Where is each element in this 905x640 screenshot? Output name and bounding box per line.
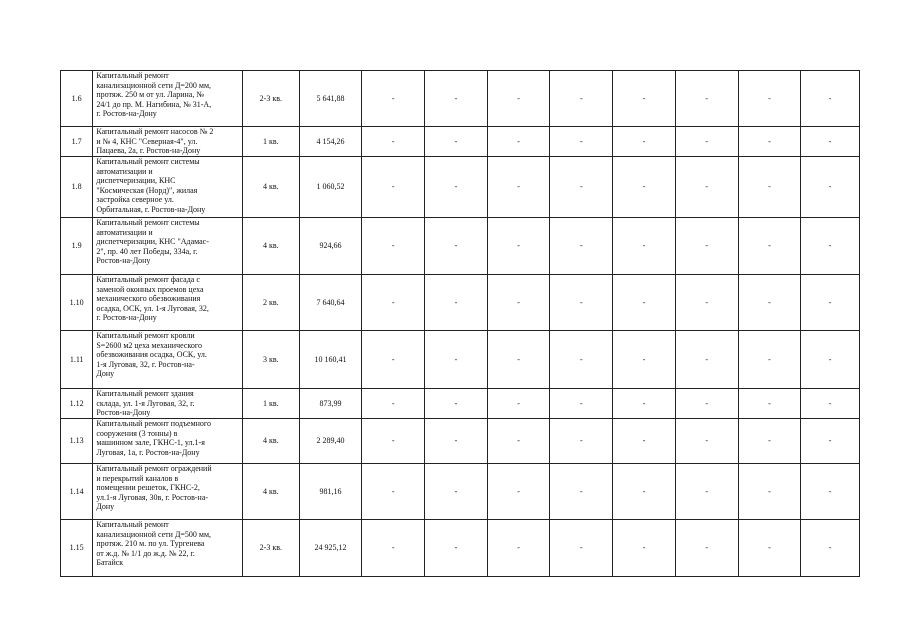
value-cell: - bbox=[362, 157, 425, 218]
value-cell: - bbox=[738, 520, 801, 577]
work-description-cell: Капитальный ремонт подъемного сооружения (3 тонны) в машинном зале, ГКНС-1, ул.1-я Луговая, 1а, г. Ростов-на-Дону bbox=[93, 419, 243, 464]
row-number-cell: 1.11 bbox=[61, 331, 93, 389]
table-body bbox=[61, 71, 860, 577]
period-cell: 2-3 кв. bbox=[243, 71, 300, 127]
value-cell: - bbox=[425, 71, 488, 127]
value-cell: - bbox=[487, 275, 550, 331]
value-cell: - bbox=[362, 464, 425, 520]
value-cell: - bbox=[613, 331, 676, 389]
data-table bbox=[60, 70, 860, 577]
value-cell: - bbox=[738, 419, 801, 464]
value-cell: - bbox=[487, 218, 550, 275]
value-cell: - bbox=[487, 520, 550, 577]
value-cell: - bbox=[738, 389, 801, 419]
value-cell: - bbox=[613, 464, 676, 520]
period-cell: 2 кв. bbox=[243, 275, 300, 331]
value-cell: - bbox=[738, 275, 801, 331]
value-cell: - bbox=[425, 127, 488, 157]
value-cell: - bbox=[738, 218, 801, 275]
value-cell: - bbox=[550, 275, 613, 331]
value-cell: - bbox=[425, 520, 488, 577]
value-cell: - bbox=[738, 157, 801, 218]
value-cell: - bbox=[675, 419, 738, 464]
amount-cell: 5 641,88 bbox=[299, 71, 362, 127]
work-description-cell: Капитальный ремонт кровли S=2600 м2 цеха механического обезвоживания осадка, ОСК, ул. 1-я Луговая, 32, г. Ростов-на- Дону bbox=[93, 331, 243, 389]
row-number-cell: 1.14 bbox=[61, 464, 93, 520]
value-cell: - bbox=[738, 464, 801, 520]
amount-cell: 873,99 bbox=[299, 389, 362, 419]
table-row bbox=[61, 275, 860, 331]
value-cell: - bbox=[801, 520, 860, 577]
value-cell: - bbox=[801, 157, 860, 218]
amount-cell: 10 160,41 bbox=[299, 331, 362, 389]
value-cell: - bbox=[425, 275, 488, 331]
table-row bbox=[61, 331, 860, 389]
value-cell: - bbox=[675, 275, 738, 331]
period-cell: 3 кв. bbox=[243, 331, 300, 389]
value-cell: - bbox=[675, 218, 738, 275]
value-cell: - bbox=[550, 464, 613, 520]
value-cell: - bbox=[487, 157, 550, 218]
period-cell: 1 кв. bbox=[243, 389, 300, 419]
value-cell: - bbox=[487, 389, 550, 419]
value-cell: - bbox=[550, 218, 613, 275]
value-cell: - bbox=[613, 157, 676, 218]
row-number-cell: 1.10 bbox=[61, 275, 93, 331]
value-cell: - bbox=[550, 71, 613, 127]
value-cell: - bbox=[487, 331, 550, 389]
value-cell: - bbox=[675, 464, 738, 520]
value-cell: - bbox=[801, 419, 860, 464]
value-cell: - bbox=[675, 389, 738, 419]
value-cell: - bbox=[425, 331, 488, 389]
value-cell: - bbox=[801, 275, 860, 331]
row-number-cell: 1.12 bbox=[61, 389, 93, 419]
value-cell: - bbox=[613, 419, 676, 464]
work-description-cell: Капитальный ремонт ограждений и перекрытий каналов в помещении решеток, ГКНС-2, ул.1-я Луговая, 30в, г. Ростов-на- Дону bbox=[93, 464, 243, 520]
work-description-cell: Капитальный ремонт системы автоматизации и диспетчеризации, КНС "Космическая (Норд)", жилая застройка северное ул. Орбитальная, г. Ростов-на-Дону bbox=[93, 157, 243, 218]
work-description-cell: Капитальный ремонт насосов № 2 и № 4, КНС "Северная-4", ул. Пацаева, 2а, г. Ростов-на-Дону bbox=[93, 127, 243, 157]
value-cell: - bbox=[487, 419, 550, 464]
value-cell: - bbox=[550, 127, 613, 157]
value-cell: - bbox=[425, 419, 488, 464]
amount-cell: 7 640,64 bbox=[299, 275, 362, 331]
value-cell: - bbox=[613, 275, 676, 331]
work-description-cell: Капитальный ремонт фасада с заменой оконных проемов цеха механического обезвоживания осадка, ОСК, ул. 1-я Луговая, 32, г. Ростов-на-Дону bbox=[93, 275, 243, 331]
value-cell: - bbox=[613, 127, 676, 157]
value-cell: - bbox=[362, 520, 425, 577]
row-number-cell: 1.6 bbox=[61, 71, 93, 127]
value-cell: - bbox=[425, 157, 488, 218]
value-cell: - bbox=[362, 71, 425, 127]
value-cell: - bbox=[675, 157, 738, 218]
row-number-cell: 1.9 bbox=[61, 218, 93, 275]
work-description-cell: Капитальный ремонт канализационной сети Д=500 мм, протяж. 210 м. по ул. Тургенева от ж.д. № 1/1 до ж.д. № 22, г. Батайск bbox=[93, 520, 243, 577]
row-number-cell: 1.13 bbox=[61, 419, 93, 464]
amount-cell: 4 154,26 bbox=[299, 127, 362, 157]
value-cell: - bbox=[801, 464, 860, 520]
table-row bbox=[61, 464, 860, 520]
value-cell: - bbox=[801, 389, 860, 419]
table-row bbox=[61, 157, 860, 218]
value-cell: - bbox=[675, 71, 738, 127]
value-cell: - bbox=[801, 331, 860, 389]
value-cell: - bbox=[738, 71, 801, 127]
table-row bbox=[61, 520, 860, 577]
value-cell: - bbox=[487, 464, 550, 520]
table-row bbox=[61, 389, 860, 419]
period-cell: 1 кв. bbox=[243, 127, 300, 157]
value-cell: - bbox=[550, 157, 613, 218]
value-cell: - bbox=[801, 71, 860, 127]
value-cell: - bbox=[613, 218, 676, 275]
value-cell: - bbox=[425, 218, 488, 275]
value-cell: - bbox=[362, 389, 425, 419]
period-cell: 4 кв. bbox=[243, 464, 300, 520]
work-description-cell: Капитальный ремонт системы автоматизации и диспетчеризации, КНС "Адамас- 2", пр. 40 лет Победы, 334а, г. Ростов-на-Дону bbox=[93, 218, 243, 275]
value-cell: - bbox=[675, 127, 738, 157]
value-cell: - bbox=[550, 419, 613, 464]
work-description-cell: Капитальный ремонт канализационной сети Д=200 мм, протяж. 250 м от ул. Ларина, № 24/1 до пр. М. Нагибина, № 31-А, г. Ростов-на-Дону bbox=[93, 71, 243, 127]
amount-cell: 924,66 bbox=[299, 218, 362, 275]
value-cell: - bbox=[738, 331, 801, 389]
value-cell: - bbox=[550, 389, 613, 419]
value-cell: - bbox=[801, 127, 860, 157]
period-cell: 4 кв. bbox=[243, 419, 300, 464]
value-cell: - bbox=[613, 520, 676, 577]
work-description-cell: Капитальный ремонт здания склада, ул. 1-я Луговая, 32, г. Ростов-на-Дону bbox=[93, 389, 243, 419]
value-cell: - bbox=[738, 127, 801, 157]
value-cell: - bbox=[425, 464, 488, 520]
table-row bbox=[61, 71, 860, 127]
table-row bbox=[61, 419, 860, 464]
row-number-cell: 1.8 bbox=[61, 157, 93, 218]
value-cell: - bbox=[362, 331, 425, 389]
value-cell: - bbox=[362, 419, 425, 464]
value-cell: - bbox=[487, 127, 550, 157]
row-number-cell: 1.7 bbox=[61, 127, 93, 157]
value-cell: - bbox=[550, 520, 613, 577]
value-cell: - bbox=[362, 127, 425, 157]
value-cell: - bbox=[425, 389, 488, 419]
amount-cell: 24 925,12 bbox=[299, 520, 362, 577]
row-number-cell: 1.15 bbox=[61, 520, 93, 577]
period-cell: 4 кв. bbox=[243, 218, 300, 275]
table-row bbox=[61, 218, 860, 275]
value-cell: - bbox=[550, 331, 613, 389]
value-cell: - bbox=[487, 71, 550, 127]
amount-cell: 2 289,40 bbox=[299, 419, 362, 464]
amount-cell: 981,16 bbox=[299, 464, 362, 520]
value-cell: - bbox=[362, 218, 425, 275]
value-cell: - bbox=[801, 218, 860, 275]
amount-cell: 1 060,52 bbox=[299, 157, 362, 218]
value-cell: - bbox=[362, 275, 425, 331]
value-cell: - bbox=[675, 520, 738, 577]
period-cell: 4 кв. bbox=[243, 157, 300, 218]
value-cell: - bbox=[675, 331, 738, 389]
period-cell: 2-3 кв. bbox=[243, 520, 300, 577]
value-cell: - bbox=[613, 389, 676, 419]
table-row bbox=[61, 127, 860, 157]
value-cell: - bbox=[613, 71, 676, 127]
